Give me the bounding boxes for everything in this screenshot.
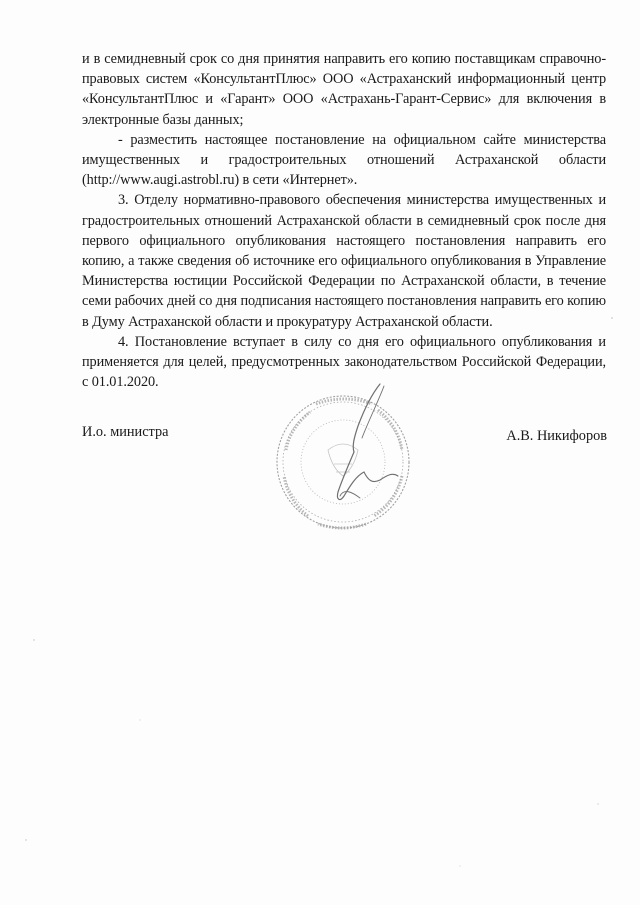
paragraph-databases: и в семидневный срок со дня принятия направить его копию поставщикам справочно-правовых систем «КонсультантПлюс» ООО «Астраханский информационный центр «КонсультантПлюс и «Гарант» ООО «Астрахань-Гарант-Сервис» для включения в электронные базы данных; (82, 51, 606, 128)
paragraph-publish-website: - разместить настоящее постановление на официальном сайте министерства имущественных и градостроительных отношений Астраханской области (http://www.augi.astrobl.ru) в сети «Интернет». (82, 131, 606, 189)
seal-ring-text (284, 399, 402, 528)
seal-rings (277, 396, 409, 528)
paragraph-item-3: 3. Отделу нормативно-правового обеспечения министерства имущественных и градостроительных отношений Астраханской области в семидневный срок после дня первого официального опубликования настоящего постановления направить его копию, а также сведения об источнике его официального опубликования в Управление Министерства юстиции Российской Федерации по Астраханской области, в течение семи рабочих дней со дня подписания настоящего постановления направить его копию в Думу Астраханской области и прокуратуру Астраханской области. (82, 192, 606, 330)
signatory-name: А.В. Никифоров (506, 428, 607, 444)
document-body (82, 49, 606, 392)
official-seal-stamp (268, 380, 418, 532)
paragraph-item-4: 4. Постановление вступает в силу со дня его официального опубликования и применяется для целей, предусмотренных законодательством Российской Федерации, с 01.01.2020. (82, 333, 606, 391)
signatory-position: И.о. министра (82, 424, 169, 440)
